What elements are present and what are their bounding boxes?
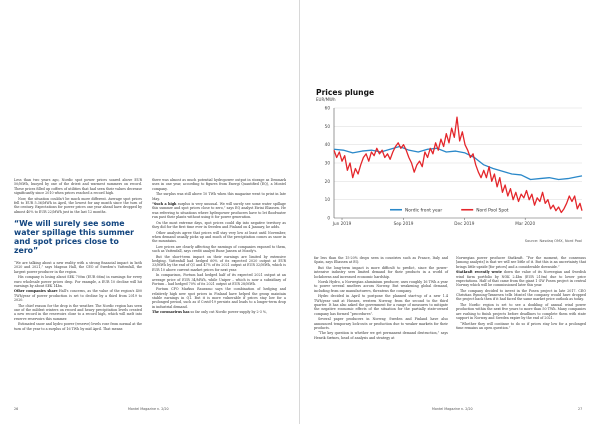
x-tick-label: Jun 2019 [332, 221, 352, 226]
chart-source: Source: Nasdaq OMX, Nord Pool [524, 239, 582, 243]
lead-in-rest: surplus is very unusual. We will surely see some water spillage this summer and spot prices close to zero,” says EQ analyst Eirini Eliassen. He was referring to situations where hydropower producers have to let floodwater run past their plants without using it for power generation. [152, 202, 286, 220]
chart-title: Prices plunge [316, 88, 375, 97]
y-tick-label: 40 [324, 142, 330, 148]
body-paragraph: Norwegian power producer Statkraft. “For the moment, the consensus [among analysts] is that we will see little of it. But this is an uncertainty that brings little upside [for prices] and a considerable downside.” [456, 256, 586, 269]
body-paragraph: On the most extreme days, spot prices could dip into negative territory as they did for the first time ever in Sweden and Finland on 4 January, he adds. [152, 220, 286, 229]
y-tick-label: 0 [327, 215, 330, 221]
body-paragraph: His company is losing about SEK 700m (EUR 66m) in earnings for every euro wholesale power prices drop. For example, a EUR 10 decline will hit earnings by about SEK 14bn. [14, 275, 142, 288]
y-tick-label: 10 [324, 197, 330, 203]
body-paragraph: The Nordic region is set to see a doubling of annual wind power production within the next five years to more than 50 TWh. Many companies are rushing to finish projects before deadlines to complete them with state support in Norway and Sweden expire by the end of 2021. [456, 303, 586, 321]
price-line-chart [310, 104, 590, 236]
y-tick-label: 60 [324, 105, 330, 111]
body-paragraph [152, 310, 286, 314]
body-paragraph: The surplus was still above 10 TWh when this magazine went to print in late May. [152, 192, 286, 201]
body-paragraph: Several paper producers in Norway, Sweden and Finland have also announced temporary lock-outs or production due to weaker markets for their products. [314, 317, 448, 330]
y-tick-label: 20 [324, 178, 330, 184]
body-paragraph [14, 289, 142, 302]
body-paragraph: far less than the 15-20% drops seen in countries such as France, Italy and Spain, says Eliassen at EQ. [314, 256, 448, 265]
right-page-column-2 [456, 256, 586, 331]
y-tick-label: 50 [324, 123, 330, 129]
magazine-footer-left: Montel Magazine n. 2/20 [128, 407, 169, 411]
left-page-column-1 [14, 178, 142, 332]
body-paragraph: The company decided to invest in the Fosen project in late 2017. CEO Christian Rynning-Tønnesen tells Montel the company would have dropped the project back then if it had faced the same market price outlook as today. [456, 288, 586, 302]
body-paragraph: Estimated snow and hydro power (reserve) levels rose from normal at the turn of the year to a surplus of 16 TWh by mid April. That means [14, 322, 142, 331]
body-paragraph: Other analysts agree that prices will stay very low at least until November, when demand usually picks up and much of the precipitation comes as snow in the mountains. [152, 230, 286, 244]
body-paragraph [152, 202, 286, 219]
page-number-right: 27 [578, 407, 583, 411]
x-tick-label: Dec 2019 [454, 221, 475, 226]
body-paragraph: Now, the situation couldn't be much more different. Average spot prices fell to EUR 5.36/MWh in April, the lowest for any month since the turn of the century. Expectations for power prices one year ahead have dropped by almost 40% to EUR 22/MWh just in the last 12 months. [14, 196, 142, 214]
chart-unit-label: EUR/MWh [316, 97, 336, 102]
body-paragraph: Low prices are clearly affecting the earnings of companies exposed to them, such as Vattenfall, says credit analyst Rune Jansen at Moody's. [152, 244, 286, 254]
x-tick-label: Sep 2019 [393, 221, 414, 226]
lead-in: Other companies share [14, 289, 58, 294]
body-paragraph: Norsk Hydro, a Norwegian aluminium producer, uses roughly 16 TWh a year to power several smelters across Norway. But weakening global demand, including from car manufacturers, threatens the company. [314, 280, 448, 293]
series-line-nord-pool-spot [334, 117, 582, 212]
lead-in-rest: down the value of its Norwegian and Swedish wind farm portfolio by NOK 2.4bn (EUR 210m) due to lower price expectations. Half of that came from the giant 1 GW Fosen project in central Norway which will be commissioned later this year. [456, 270, 586, 288]
lead-in-rest: Hall's concerns, as the value of the region's 400 TWh/year of power production is set to decline by a third from 2019 to 2020. [14, 289, 142, 303]
body-paragraph: “Whether they will continue to do so if prices stay low for a prolonged time remains an open question.” [456, 321, 586, 330]
page-number-left: 26 [14, 407, 19, 411]
legend-label-nord-pool-spot: Nord Pool Spot [476, 208, 509, 214]
pull-quote: “We will surely see some water spillage this summer and spot prices close to zero” [14, 218, 135, 255]
x-tick-label: Mar 2020 [515, 221, 536, 226]
lead-in-rest: so far only cut Nordic power supply by 2-3 %, [189, 310, 268, 315]
body-paragraph: “The key question is whether we get permanent demand destruction,” says Henrik Sætnes, head of analysis and strategy at [314, 331, 448, 340]
lead-in: Statkraft recently wrote [456, 270, 502, 275]
body-paragraph [456, 270, 586, 287]
lead-in: “Such a high [152, 202, 177, 207]
body-paragraph: But the short-term impact on their earnings are limited by extensive hedging. Vattenfall had hedged 60% of its expected 2020 output at EUR 33/MWh by the end of Q1 and 47% of its 2021 output at EUR 32/MWh, which is EUR 10 above current market prices for next year. [152, 254, 286, 272]
body-paragraph: Less than two years ago, Nordic spot power prices soared above EUR 50/MWh, buoyed by one of the driest and warmest summers on record. These prices filled up coffers of utilities that had seen their values decrease significantly since 2010 when prices reached a record high. [14, 178, 142, 196]
body-paragraph: Fortum CFO Markus Rauramo says the combination of hedging and relatively high new spot prices in Finland have helped the group maintain stable earnings in Q1. But it is more vulnerable if prices stay low for a prolonged period, such as if Covid-19 persists and leads to a longer-term drop in industrial demand. [152, 287, 286, 309]
body-paragraph: Hydro decided in April to postpone the planned start-up of a new 1.4 TWh/year unit at Husnes, western Norway, from the second to the third quarter. It has also asked the government for a range of measures to mitigate the negative economic effects of the situation for the partially state-owned company has formed “procedures”. [314, 294, 448, 316]
body-paragraph: But the long-term impact is more difficult to predict, since the power-intensive industry sees limited demand for their products in a world of lockdowns and increased economic hardship. [314, 265, 448, 279]
body-paragraph: “We are talking about a new reality with a strong financial impact in both 2020 and 2021,” says Magnus Hall, the CEO of Sweden's Vattenfall, the largest power producer in the region. [14, 260, 142, 274]
body-paragraph: The chief reason for the drop is the weather. The Nordic region has seen one of the mildest winters on record and heavy precipitation levels created a new record in the reservoirs close to a record high, which will melt into reserve reservoirs this summer. [14, 303, 142, 321]
lead-in: The coronavirus has [152, 310, 190, 315]
body-paragraph: there was almost as much potential hydropower output in storage as Denmark uses in one year, according to figures from Energi Quantified (EQ), a Montel company. [152, 178, 286, 191]
magazine-footer-right: Montel Magazine n. 2/20 [432, 407, 473, 411]
right-page-column-1 [314, 256, 448, 341]
y-tick-label: 30 [324, 160, 330, 166]
body-paragraph: In comparison, Fortum had hedged half of its expected 2021 output at an average price of EUR 34/MWh, while Uniper – which is now a subsidiary of Fortum – had hedged 70% of its 2021 output at EUR 28/MWh. [152, 273, 286, 286]
left-page-column-2 [152, 178, 286, 316]
legend-label-nordic-front-year: Nordic front year [405, 208, 443, 214]
